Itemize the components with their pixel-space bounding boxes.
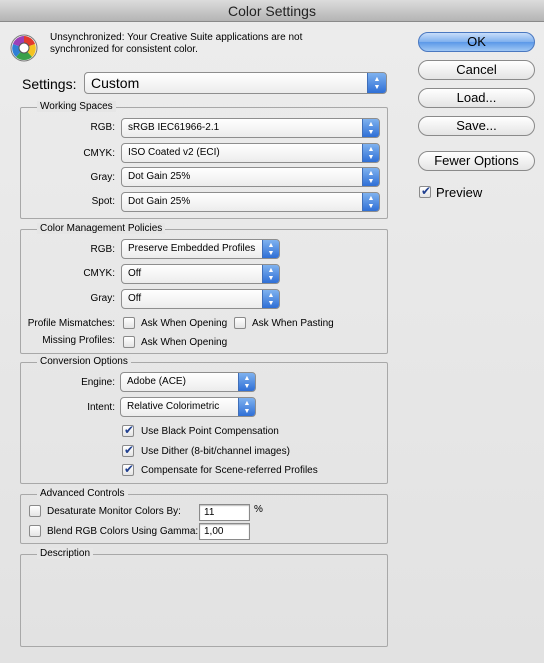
ws-cmyk-label: CMYK: xyxy=(83,148,115,159)
pol-cmyk-value: Off xyxy=(128,268,142,279)
updown-chevron-icon: ▲ ▼ xyxy=(262,239,280,259)
pol-cmyk-select[interactable] xyxy=(121,264,280,284)
updown-chevron-icon: ▲ ▼ xyxy=(362,167,380,187)
scene-referred-checkbox[interactable] xyxy=(122,464,134,476)
ws-gray-label: Gray: xyxy=(90,172,115,183)
blend-gamma-label: Blend RGB Colors Using Gamma: xyxy=(47,526,199,537)
pol-rgb-select[interactable] xyxy=(121,239,280,259)
color-wheel-icon xyxy=(10,34,38,62)
ws-rgb-select[interactable] xyxy=(121,118,380,138)
pol-gray-label: Gray: xyxy=(90,293,115,304)
ask-opening-missing-label: Ask When Opening xyxy=(141,337,228,348)
preview-checkbox[interactable] xyxy=(419,186,431,198)
sync-status-message: Unsynchronized: Your Creative Suite applications are not synchronized for consistent color. xyxy=(50,32,303,55)
black-point-checkbox[interactable] xyxy=(122,425,134,437)
updown-chevron-icon: ▲ ▼ xyxy=(362,143,380,163)
working-spaces-legend: Working Spaces xyxy=(37,101,116,112)
missing-profiles-label: Missing Profiles: xyxy=(42,335,115,346)
blend-gamma-field[interactable]: 1,00 xyxy=(199,523,250,540)
save-button[interactable]: Save... xyxy=(418,116,535,136)
policies-legend: Color Management Policies xyxy=(37,223,165,234)
engine-label: Engine: xyxy=(81,377,115,388)
ws-gray-value: Dot Gain 25% xyxy=(128,171,191,182)
ws-spot-select[interactable] xyxy=(121,192,380,212)
updown-chevron-icon: ▲ ▼ xyxy=(362,192,380,212)
black-point-label: Use Black Point Compensation xyxy=(141,426,279,437)
fewer-options-button[interactable]: Fewer Options xyxy=(418,151,535,171)
ask-pasting-label: Ask When Pasting xyxy=(252,318,334,329)
ask-opening-label: Ask When Opening xyxy=(141,318,228,329)
conversion-legend: Conversion Options xyxy=(37,356,131,367)
updown-chevron-icon: ▲ ▼ xyxy=(238,397,256,417)
updown-chevron-icon: ▲ ▼ xyxy=(362,118,380,138)
cancel-button[interactable]: Cancel xyxy=(418,60,535,80)
blend-gamma-checkbox[interactable] xyxy=(29,525,41,537)
description-group xyxy=(20,548,388,647)
intent-label: Intent: xyxy=(87,402,115,413)
ok-button[interactable]: OK xyxy=(418,32,535,52)
dither-label: Use Dither (8-bit/channel images) xyxy=(141,446,290,457)
settings-select-value: Custom xyxy=(91,75,140,91)
ws-rgb-value: sRGB IEC61966-2.1 xyxy=(128,122,220,133)
settings-label: Settings: xyxy=(22,76,77,92)
desaturate-unit: % xyxy=(254,504,263,515)
ws-cmyk-select[interactable] xyxy=(121,143,380,163)
desaturate-checkbox[interactable] xyxy=(29,505,41,517)
desaturate-label: Desaturate Monitor Colors By: xyxy=(47,506,181,517)
engine-value: Adobe (ACE) xyxy=(127,376,186,387)
ws-spot-label: Spot: xyxy=(91,196,115,207)
dither-checkbox[interactable] xyxy=(122,445,134,457)
pol-cmyk-label: CMYK: xyxy=(83,268,115,279)
preview-label: Preview xyxy=(436,185,483,200)
pol-gray-value: Off xyxy=(128,293,142,304)
load-button[interactable]: Load... xyxy=(418,88,535,108)
ask-pasting-checkbox[interactable] xyxy=(234,317,246,329)
window-title: Color Settings xyxy=(0,0,544,22)
settings-select[interactable] xyxy=(84,72,387,94)
advanced-legend: Advanced Controls xyxy=(37,488,128,499)
ws-gray-select[interactable] xyxy=(121,167,380,187)
desaturate-field[interactable]: 11 xyxy=(199,504,250,521)
updown-chevron-icon: ▲ ▼ xyxy=(238,372,256,392)
ask-opening-missing-checkbox[interactable] xyxy=(123,336,135,348)
intent-value: Relative Colorimetric xyxy=(127,401,220,412)
scene-referred-label: Compensate for Scene-referred Profiles xyxy=(141,465,318,476)
engine-select[interactable] xyxy=(120,372,256,392)
profile-mismatches-label: Profile Mismatches: xyxy=(27,318,115,329)
intent-select[interactable] xyxy=(120,397,256,417)
ask-opening-checkbox[interactable] xyxy=(123,317,135,329)
description-legend: Description xyxy=(37,548,93,559)
ws-rgb-label: RGB: xyxy=(90,122,115,133)
ws-cmyk-value: ISO Coated v2 (ECI) xyxy=(128,147,220,158)
dialog-content xyxy=(0,22,544,663)
pol-rgb-value: Preserve Embedded Profiles xyxy=(128,243,256,254)
pol-rgb-label: RGB: xyxy=(90,244,115,255)
updown-chevron-icon: ▲ ▼ xyxy=(262,289,280,309)
updown-chevron-icon: ▲ ▼ xyxy=(262,264,280,284)
updown-chevron-icon: ▲ ▼ xyxy=(367,72,387,94)
ws-spot-value: Dot Gain 25% xyxy=(128,196,191,207)
pol-gray-select[interactable] xyxy=(121,289,280,309)
